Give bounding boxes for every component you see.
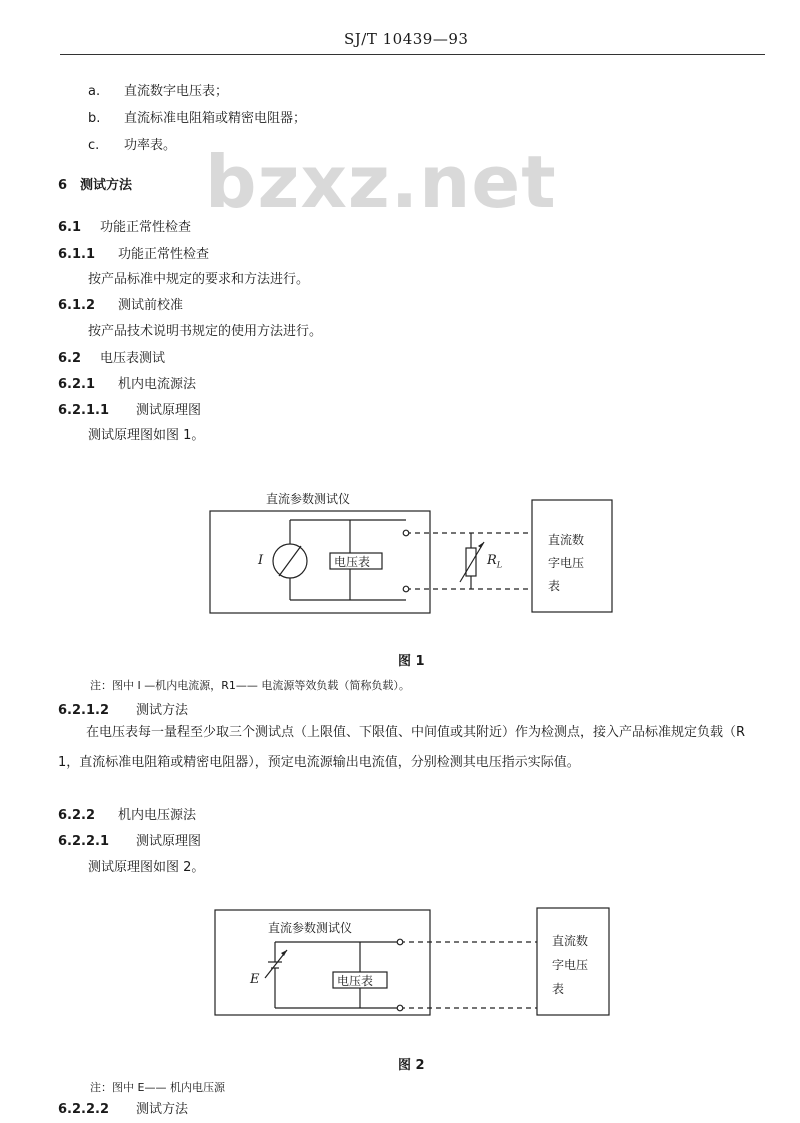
section-6-2-2-1-title: 测试原理图 — [136, 834, 202, 849]
section-6-1-1-title: 功能正常性检查 — [118, 247, 210, 262]
figure-2-voltmeter-label: 电压表 — [337, 974, 374, 988]
figure-2-dvm-line-3: 表 — [552, 982, 565, 996]
section-6-1-title: 功能正常性检查 — [100, 220, 192, 235]
figure-1-caption: 图 1 — [398, 654, 425, 669]
figure-2-source-symbol: E — [250, 972, 260, 987]
section-6-2-1-title: 机内电流源法 — [118, 377, 197, 392]
section-6-1-2-number: 6.1.2 — [58, 298, 96, 313]
section-6-1-1-number: 6.1.1 — [58, 247, 96, 262]
figure-1-load-symbol: $R_L$ — [487, 553, 503, 570]
section-6-2-title: 电压表测试 — [100, 351, 166, 366]
section-6-2-2-number: 6.2.2 — [58, 808, 96, 823]
figure-1-voltmeter-label: 电压表 — [334, 555, 371, 569]
figure-1-instrument-label: 直流参数测试仪 — [266, 492, 351, 506]
figure-1-dvm-line-3: 表 — [548, 579, 561, 593]
section-6-2-1-2-body: 在电压表每一量程至少取三个测试点（上限值、下限值、中间值或其附近）作为检测点，接入产品标准规定负载（R 1，直流标准电阻箱或精密电阻器），预定电流源输出电流值，分别检测其电压指示实际值。 — [58, 725, 746, 770]
section-6-2-2-2-number: 6.2.2.2 — [58, 1102, 109, 1117]
list-marker-a: a. — [88, 84, 101, 99]
section-6-2-2-2-title: 测试方法 — [136, 1102, 189, 1117]
section-6-1-number: 6.1 — [58, 220, 82, 235]
section-6-2-1-1-number: 6.2.1.1 — [58, 403, 109, 418]
section-6-2-1-1-body: 测试原理图如图 1。 — [88, 428, 205, 443]
list-marker-c: c. — [88, 138, 100, 153]
figure-1-dvm-line-2: 字电压 — [548, 556, 585, 570]
section-6-2-1-1-title: 测试原理图 — [136, 403, 202, 418]
figure-1-source-symbol: I — [258, 553, 264, 568]
section-6-number: 6 — [58, 178, 68, 193]
section-6-2-2-1-body: 测试原理图如图 2。 — [88, 860, 205, 875]
section-6-1-2-title: 测试前校准 — [118, 298, 184, 313]
section-6-1-1-body: 按产品标准中规定的要求和方法进行。 — [88, 272, 310, 287]
figure-2-note: 注：图中 E—— 机内电压源 — [90, 1081, 225, 1094]
section-6-2-1-number: 6.2.1 — [58, 377, 96, 392]
figure-2-instrument-label: 直流参数测试仪 — [268, 921, 353, 935]
list-item-c: 功率表。 — [124, 138, 177, 153]
figure-2-caption: 图 2 — [398, 1058, 425, 1073]
figure-1-note: 注：图中 I —机内电流源，R1—— 电流源等效负载（简称负载）。 — [90, 679, 410, 692]
figure-1-dvm-line-1: 直流数 — [548, 533, 585, 547]
list-item-a: 直流数字电压表； — [124, 84, 229, 99]
section-6-1-2-body: 按产品技术说明书规定的使用方法进行。 — [88, 324, 323, 339]
section-6-2-1-2-number: 6.2.1.2 — [58, 703, 109, 718]
section-6-2-2-title: 机内电压源法 — [118, 808, 197, 823]
section-6-2-2-1-number: 6.2.2.1 — [58, 834, 109, 849]
figure-2-dvm-line-1: 直流数 — [552, 934, 589, 948]
watermark: bzxz.net — [205, 140, 557, 224]
section-6-2-1-2-title: 测试方法 — [136, 703, 189, 718]
standard-number: SJ/T 10439—93 — [344, 30, 469, 48]
list-marker-b: b. — [88, 111, 101, 126]
section-6-title: 测试方法 — [80, 178, 133, 193]
figure-2-dvm-line-2: 字电压 — [552, 958, 589, 972]
list-item-b: 直流标准电阻箱或精密电阻器； — [124, 111, 307, 126]
section-6-2-number: 6.2 — [58, 351, 82, 366]
